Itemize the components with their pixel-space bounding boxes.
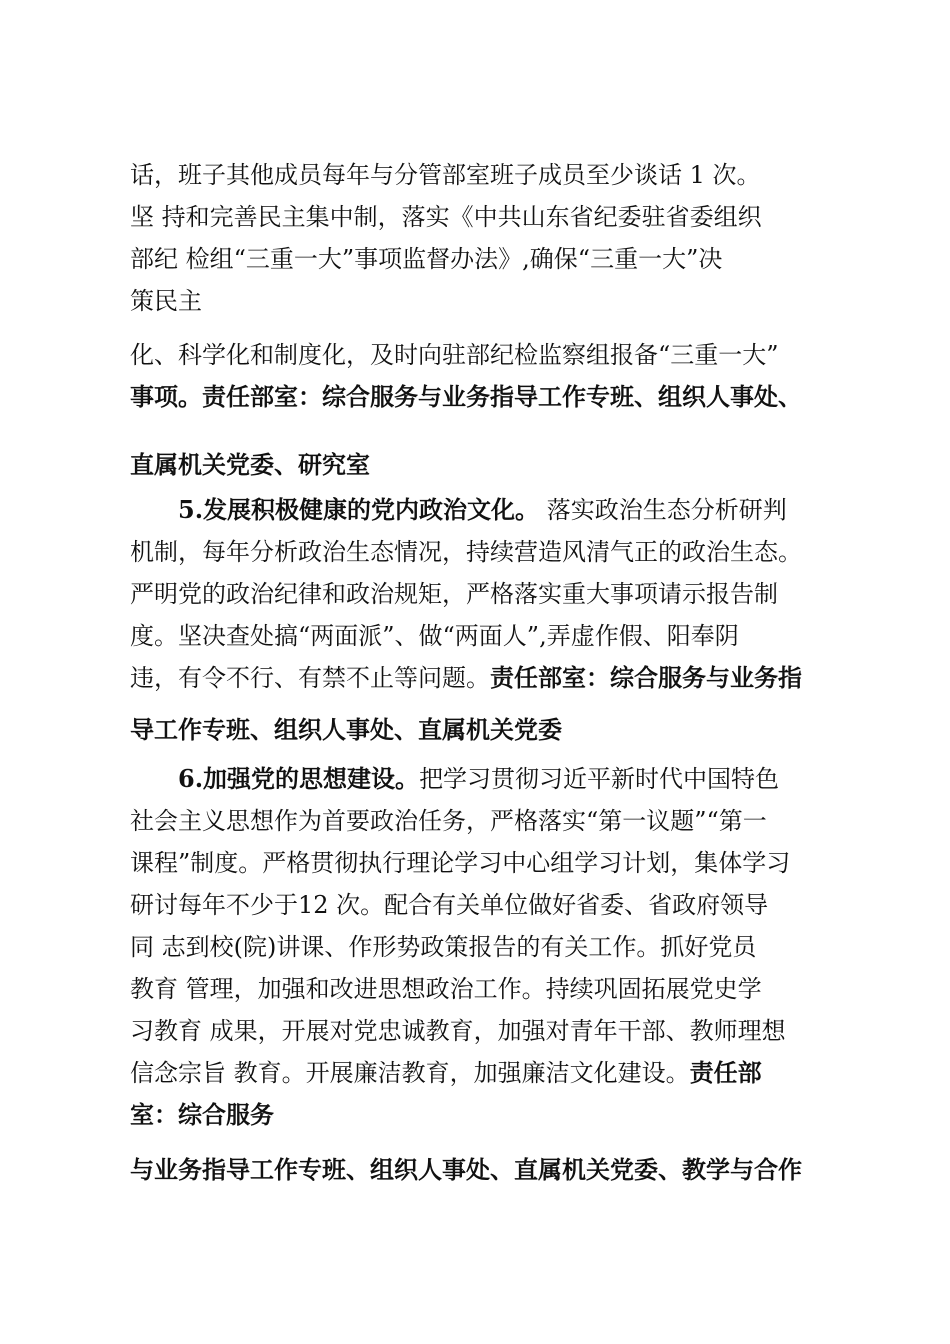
text-line <box>130 537 802 567</box>
section-heading: 5.发展积极健康的党内政治文化。 <box>178 495 540 524</box>
text-segment: 话，班子其他成员每年与分管部室班子成员至少谈话 1 次。 <box>130 161 761 189</box>
responsibility-line <box>130 1100 274 1130</box>
text-segment: 度。坚决查处搞“两面派”、做“两面人”,弄虚作假、阳奉阴 <box>130 622 739 650</box>
text-line <box>130 932 756 962</box>
text-segment: 部纪 检组“三重一大”事项监督办法》,确保“三重一大”决 <box>130 245 723 273</box>
text-segment: 坚 持和完善民主集中制，落实《中共山东省纪委驻省委组织 <box>130 203 762 231</box>
text-segment: 社会主义思想作为首要政治任务，严格落实“第一议题”“第一 <box>130 807 767 835</box>
text-segment: 教育 管理，加强和改进思想政治工作。持续巩固拓展党史学 <box>130 975 762 1003</box>
text-line <box>130 1058 762 1088</box>
text-line <box>130 1016 786 1046</box>
text-segment: 课程”制度。严格贯彻执行理论学习中心组学习计划，集体学习 <box>130 849 791 877</box>
text-segment: 策民主 <box>130 287 202 315</box>
text-segment-bold: 责任部 <box>689 1058 762 1087</box>
responsibility-line <box>130 382 802 412</box>
text-line <box>130 244 722 274</box>
text-segment: 把学习贯彻习近平新时代中国特色 <box>419 765 780 793</box>
text-line <box>130 579 778 609</box>
text-segment: 违，有令不行、有禁不止等问题。 <box>130 664 490 692</box>
text-line <box>130 202 762 232</box>
text-segment-bold: 直属机关党委、研究室 <box>130 450 370 479</box>
text-segment: 习教育 成果，开展对党忠诚教育，加强对青年干部、教师理想 <box>130 1017 786 1045</box>
text-segment-bold: 责任部室：综合服务与业务指 <box>490 663 802 692</box>
text-line <box>130 848 790 878</box>
responsibility-line <box>130 715 562 745</box>
text-line <box>130 160 761 190</box>
section-heading: 6.加强党的思想建设。 <box>178 764 420 793</box>
text-segment-bold: 室：综合服务 <box>130 1100 274 1129</box>
text-segment-bold: 导工作专班、组织人事处、直属机关党委 <box>130 715 562 744</box>
text-line <box>130 974 762 1004</box>
text-line <box>130 806 767 836</box>
text-line <box>130 286 202 316</box>
text-line <box>130 890 768 920</box>
responsibility-line <box>130 450 370 480</box>
text-segment: 严明党的政治纪律和政治规矩，严格落实重大事项请示报告制 <box>130 580 778 608</box>
text-segment-bold: 与业务指导工作专班、组织人事处、直属机关党委、教学与合作 <box>130 1155 802 1184</box>
text-segment: 机制，每年分析政治生态情况，持续营造风清气正的政治生态。 <box>130 538 802 566</box>
text-line <box>130 340 779 370</box>
responsibility-line <box>130 1155 802 1185</box>
text-segment-bold: 事项。责任部室：综合服务与业务指导工作专班、组织人事处、 <box>130 382 802 411</box>
section-heading-line <box>178 495 787 525</box>
text-segment: 信念宗旨 教育。开展廉洁教育，加强廉洁文化建设。 <box>130 1059 690 1087</box>
text-segment: 同 志到校(院)讲课、作形势政策报告的有关工作。抓好党员 <box>130 933 757 961</box>
text-segment: 落实政治生态分析研判 <box>539 496 787 524</box>
text-line <box>130 663 802 693</box>
text-segment: 化、科学化和制度化，及时向驻部纪检监察组报备“三重一大” <box>130 341 779 369</box>
text-line <box>130 621 739 651</box>
text-segment: 研讨每年不少于12 次。配合有关单位做好省委、省政府领导 <box>130 891 769 919</box>
section-heading-line <box>178 764 779 794</box>
